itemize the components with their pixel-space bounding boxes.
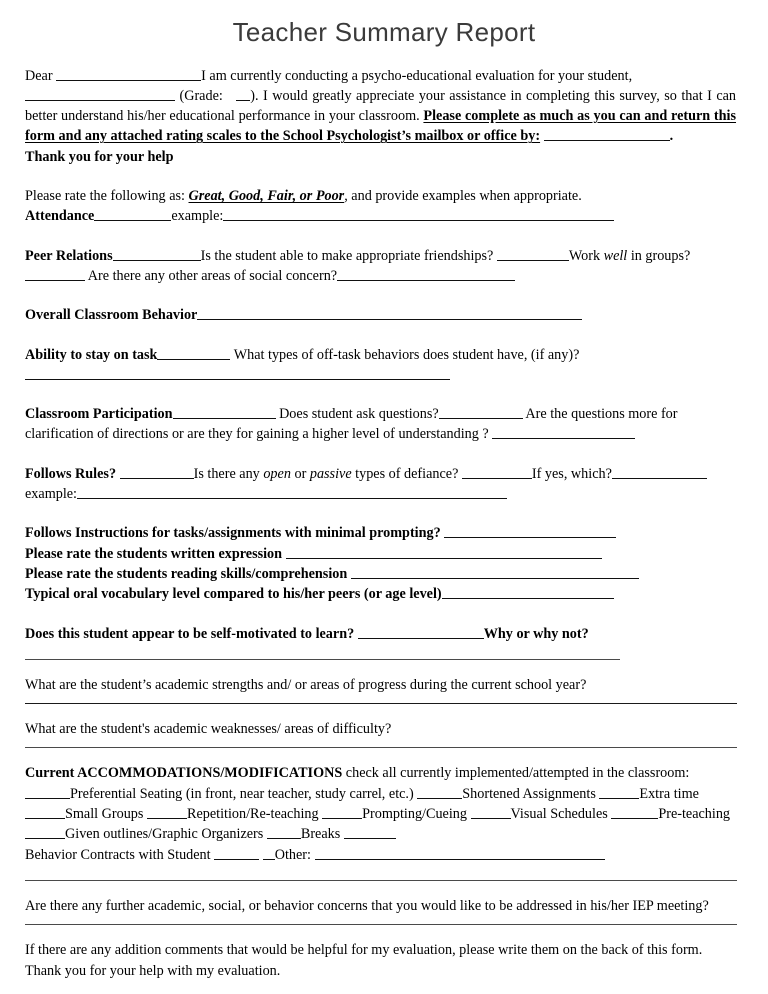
attendance-blank[interactable] xyxy=(94,207,171,221)
skills-label-3: Please rate the students reading skills/comprehension xyxy=(25,565,348,582)
rules-if-yes: If yes, which? xyxy=(531,465,612,482)
attendance-label: Attendance xyxy=(25,208,95,225)
overall-behavior-label: Overall Classroom Behavior xyxy=(25,307,198,324)
skills-blank-2[interactable] xyxy=(286,544,602,558)
skills-line-4 xyxy=(25,584,736,604)
peer-relations-label: Peer Relations xyxy=(25,247,113,264)
accommodation-label-3: Small Groups xyxy=(65,806,144,823)
accommodation-check-4[interactable] xyxy=(147,805,187,819)
rules-emphasis-passive: passive xyxy=(309,465,352,482)
weaknesses-question: What are the student's academic weaknesses/ areas of difficulty? xyxy=(25,721,392,738)
rules-which-blank[interactable] xyxy=(612,464,707,478)
motivation-blank[interactable] xyxy=(358,624,484,638)
accommodation-label-8: Given outlines/Graphic Organizers xyxy=(65,826,264,843)
motivation-row xyxy=(25,624,736,644)
on-task-question: What types of off-task behaviors does student have, (if any)? xyxy=(233,346,580,363)
skills-line-1 xyxy=(25,523,736,543)
peer-relations-blank[interactable] xyxy=(113,246,201,260)
accommodations-list xyxy=(25,784,736,865)
iep-question: Are there any further academic, social, or behavior concerns that you would like to be addressed in his/her IEP meeting? xyxy=(25,897,709,914)
accommodation-label-1: Shortened Assignments xyxy=(462,785,596,802)
skills-blank-4[interactable] xyxy=(442,585,614,599)
on-task-label: Ability to stay on task xyxy=(25,346,158,363)
attendance-row xyxy=(25,206,736,226)
emphasis-instruction: Please complete as much as you can and return this form and any attached rating scales to the School Psychologist’s mailbox or office by: xyxy=(25,108,737,145)
participation-blank[interactable] xyxy=(173,405,276,419)
participation-row xyxy=(25,404,736,445)
rating-scale-values: Great, Good, Fair, or Poor xyxy=(188,188,345,205)
accommodation-label-11: Other: xyxy=(274,846,311,863)
peer-q2-blank[interactable] xyxy=(25,266,85,280)
participation-question-1: Does student ask questions? xyxy=(279,406,439,423)
dear-label: Dear xyxy=(25,67,53,84)
accommodation-check-3[interactable] xyxy=(25,805,65,819)
skills-label-4: Typical oral vocabulary level compared to his/her peers (or age level) xyxy=(25,586,442,603)
motivation-question: Does this student appear to be self-motivated to learn? xyxy=(25,625,355,642)
accommodation-check-0[interactable] xyxy=(25,784,70,798)
peer-q2-pre: Work xyxy=(568,247,601,264)
on-task-blank[interactable] xyxy=(157,345,230,359)
rules-q-pre: Is there any xyxy=(193,465,260,482)
peer-question-3: Are there any other areas of social concern? xyxy=(87,267,338,284)
accommodation-check-1[interactable] xyxy=(417,784,462,798)
accommodation-check-10[interactable] xyxy=(344,825,396,839)
follows-rules-label: Follows Rules? xyxy=(25,465,117,482)
attendance-example-blank[interactable] xyxy=(223,207,614,221)
student-name-blank-2[interactable] xyxy=(25,86,175,100)
overall-behavior-row xyxy=(25,305,736,325)
accommodation-check-11[interactable] xyxy=(214,845,259,859)
rules-q-post: types of defiance? xyxy=(355,465,459,482)
due-date-blank[interactable] xyxy=(544,127,670,141)
participation-question-2: Are the questions more for clarification of directions or are they for gaining a higher level of understanding ? xyxy=(25,406,678,443)
accommodations-heading xyxy=(25,763,736,783)
accommodation-check-2[interactable] xyxy=(599,784,639,798)
accommodation-label-10: Behavior Contracts with Student xyxy=(25,846,211,863)
peer-q1-blank[interactable] xyxy=(497,246,569,260)
accommodations-heading-bold: Current ACCOMMODATIONS/MODIFICATIONS xyxy=(25,765,343,782)
accommodation-label-4: Repetition/Re-teaching xyxy=(186,806,319,823)
skills-label-1: Follows Instructions for tasks/assignments with minimal prompting? xyxy=(25,525,441,542)
accommodation-check-8[interactable] xyxy=(25,825,65,839)
peer-q2-post: in groups? xyxy=(630,247,691,264)
peer-question-1: Is the student able to make appropriate friendships? xyxy=(200,247,494,264)
accommodation-label-9: Breaks xyxy=(300,826,341,843)
grade-label: (Grade: xyxy=(179,87,223,104)
accommodation-check-5[interactable] xyxy=(322,805,362,819)
rules-emphasis-open: open xyxy=(263,465,291,482)
follows-rules-row xyxy=(25,464,736,505)
rating-instruction-prefix: Please rate the following as: xyxy=(25,188,185,205)
skills-line-2 xyxy=(25,544,736,564)
participation-q2-blank[interactable] xyxy=(492,425,635,439)
skills-label-2: Please rate the students written expression xyxy=(25,545,283,562)
accommodation-check-7[interactable] xyxy=(611,805,658,819)
skills-line-3 xyxy=(25,564,736,584)
accommodation-check-9[interactable] xyxy=(267,825,301,839)
closing-line-1: If there are any addition comments that would be helpful for my evaluation, please write them on the back of this form. xyxy=(25,942,703,959)
rating-instruction xyxy=(25,186,736,206)
accommodation-label-6: Visual Schedules xyxy=(510,806,608,823)
participation-q1-blank[interactable] xyxy=(439,405,523,419)
grade-close: ). xyxy=(250,87,259,104)
document-body xyxy=(0,47,768,981)
accommodations-heading-rest: check all currently implemented/attempted in the classroom: xyxy=(345,765,690,782)
accommodation-label-0: Preferential Seating (in front, near teacher, study carrel, etc.) xyxy=(70,785,414,802)
closing-line-2: Thank you for your help with my evaluation. xyxy=(25,962,281,979)
intro-line1-text: I am currently conducting a psycho-educational evaluation for your student, xyxy=(201,67,633,84)
rules-defiance-blank[interactable] xyxy=(462,464,532,478)
attendance-example-label: example: xyxy=(171,208,224,225)
peer-q2-emphasis: well xyxy=(603,247,628,264)
accommodation-label-2: Extra time xyxy=(639,785,699,802)
on-task-row xyxy=(25,345,736,386)
grade-blank[interactable] xyxy=(236,86,250,100)
rules-example-blank[interactable] xyxy=(77,485,507,499)
motivation-followup: Why or why not? xyxy=(483,625,589,642)
student-name-blank[interactable] xyxy=(56,66,201,80)
intro-line2-text: I would greatly appreciate your assistance in completing this survey, so that I can better understand his/her educational performance in your classroom. xyxy=(25,87,737,125)
strengths-question: What are the student’s academic strengths and/ or areas of progress during the current school year? xyxy=(25,676,587,693)
rules-q-mid: or xyxy=(294,465,307,482)
intro-period: . xyxy=(669,128,674,145)
rating-instruction-suffix: , and provide examples when appropriate. xyxy=(344,188,582,205)
skills-blank-1[interactable] xyxy=(444,524,616,538)
intro-paragraph xyxy=(25,66,736,167)
accommodation-check-11b[interactable] xyxy=(263,845,275,859)
peer-q3-blank[interactable] xyxy=(337,266,515,280)
participation-label: Classroom Participation xyxy=(25,406,173,423)
accommodation-label-7: Pre-teaching xyxy=(658,806,731,823)
accommodation-other-blank[interactable] xyxy=(315,845,605,859)
on-task-answer-blank[interactable] xyxy=(25,365,450,379)
follows-rules-blank[interactable] xyxy=(120,464,194,478)
peer-relations-row xyxy=(25,246,736,287)
thank-you-line: Thank you for your help xyxy=(25,148,174,165)
accommodation-label-5: Prompting/Cueing xyxy=(362,806,467,823)
accommodation-check-6[interactable] xyxy=(471,805,511,819)
overall-behavior-blank[interactable] xyxy=(197,306,582,320)
page-title: Teacher Summary Report xyxy=(232,17,536,47)
rules-example-label: example: xyxy=(25,486,77,503)
skills-blank-3[interactable] xyxy=(351,564,639,578)
